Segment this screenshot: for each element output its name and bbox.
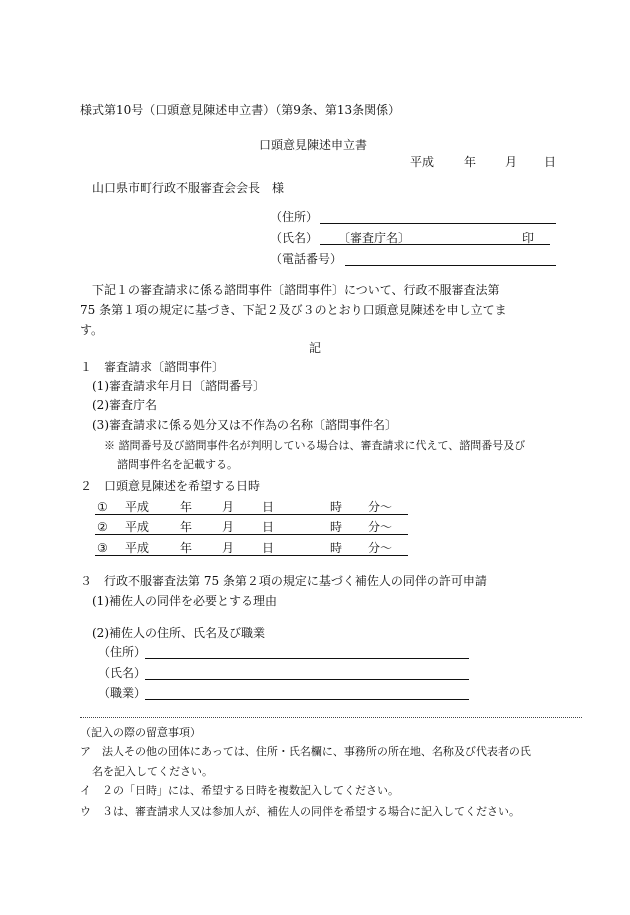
date-day: 日 bbox=[544, 155, 557, 169]
form-number-header: 様式第10号（口頭意見陳述申立書）（第9条、第13条関係） bbox=[80, 103, 401, 117]
section3-item-2: (2)補佐人の住所、氏名及び職業 bbox=[92, 626, 265, 640]
section3-item-1: (1)補佐人の同伴を必要とする理由 bbox=[92, 594, 277, 608]
intro-line-1: 下記１の審査請求に係る諮問事件〔諮問事件〕について、行政不服審査法第 bbox=[92, 283, 500, 297]
notes-divider bbox=[80, 717, 582, 718]
section2-heading: ２ 口頭意見陳述を希望する日時 bbox=[80, 479, 261, 493]
ki-heading: 記 bbox=[309, 341, 322, 355]
notes-heading: （記入の際の留意事項） bbox=[80, 726, 201, 739]
section1-heading: １ 審査請求〔諮問事件〕 bbox=[80, 360, 225, 374]
row-month: 月 bbox=[222, 500, 235, 514]
row-number: ③ bbox=[97, 541, 108, 555]
section1-note-2: 諮問事件名を記載する。 bbox=[117, 458, 238, 471]
note-a-line-2: 名を記入してください。 bbox=[92, 765, 213, 778]
assistant-address-field[interactable] bbox=[145, 658, 469, 659]
row-era: 平成 bbox=[125, 520, 150, 534]
intro-line-2: 75 条第１項の規定に基づき、下記２及び３のとおり口頭意見陳述を申し立てま bbox=[80, 303, 507, 317]
assistant-job-label: （職業） bbox=[98, 686, 147, 700]
row-era: 平成 bbox=[125, 541, 150, 555]
row-year: 年 bbox=[180, 541, 193, 555]
row-month: 月 bbox=[222, 520, 235, 534]
note-a-line-1: ア 法人その他の団体にあっては、住所・氏名欄に、事務所の所在地、名称及び代表者の氏 bbox=[80, 745, 531, 758]
row-number: ① bbox=[97, 500, 108, 514]
section1-item-3: (3)審査請求に係る処分又は不作為の名称〔諮問事件名〕 bbox=[92, 418, 398, 432]
name-label: （氏名） bbox=[270, 231, 319, 245]
row-era: 平成 bbox=[125, 500, 150, 514]
phone-field[interactable] bbox=[345, 265, 556, 266]
section1-note-1: ※ 諮問番号及び諮問事件名が判明している場合は、審査請求に代えて、諮問番号及び bbox=[104, 439, 526, 452]
seal-mark: 印 bbox=[522, 231, 535, 245]
date-era: 平成 bbox=[410, 155, 435, 169]
row-day: 日 bbox=[262, 500, 275, 514]
note-i: イ ２の「日時」には、希望する日時を複数記入してください。 bbox=[80, 784, 399, 797]
row-month: 月 bbox=[222, 541, 235, 555]
row-minute: 分～ bbox=[368, 520, 393, 534]
row-day: 日 bbox=[262, 520, 275, 534]
date-year: 年 bbox=[464, 155, 477, 169]
row-number: ② bbox=[97, 520, 108, 534]
date-month: 月 bbox=[505, 155, 518, 169]
row-underline bbox=[95, 555, 408, 556]
row-underline bbox=[95, 534, 408, 535]
document-title: 口頭意見陳述申立書 bbox=[259, 138, 368, 152]
row-minute: 分～ bbox=[368, 500, 393, 514]
section3-heading: ３ 行政不服審査法第 75 条第２項の規定に基づく補佐人の同伴の許可申請 bbox=[80, 574, 487, 588]
row-hour: 時 bbox=[330, 541, 343, 555]
address-label: （住所） bbox=[270, 210, 319, 224]
row-hour: 時 bbox=[330, 500, 343, 514]
assistant-name-label: （氏名） bbox=[98, 666, 147, 680]
row-underline bbox=[95, 514, 408, 515]
addressee: 山口県市町行政不服審査会会長 様 bbox=[92, 181, 285, 195]
section1-item-2: (2)審査庁名 bbox=[92, 398, 157, 412]
name-field[interactable] bbox=[320, 244, 550, 245]
intro-line-3: す。 bbox=[80, 323, 104, 337]
row-year: 年 bbox=[180, 500, 193, 514]
assistant-name-field[interactable] bbox=[145, 679, 469, 680]
section1-item-1: (1)審査請求年月日〔諮問番号〕 bbox=[92, 379, 265, 393]
row-hour: 時 bbox=[330, 520, 343, 534]
row-minute: 分～ bbox=[368, 541, 393, 555]
row-year: 年 bbox=[180, 520, 193, 534]
assistant-job-field[interactable] bbox=[145, 699, 469, 700]
note-u: ウ ３は、審査請求人又は参加人が、補佐人の同伴を希望する場合に記入してください。 bbox=[80, 805, 520, 818]
address-field[interactable] bbox=[320, 223, 556, 224]
name-value: 〔審査庁名〕 bbox=[338, 231, 411, 245]
row-day: 日 bbox=[262, 541, 275, 555]
phone-label: （電話番号） bbox=[270, 252, 343, 266]
assistant-address-label: （住所） bbox=[98, 645, 147, 659]
